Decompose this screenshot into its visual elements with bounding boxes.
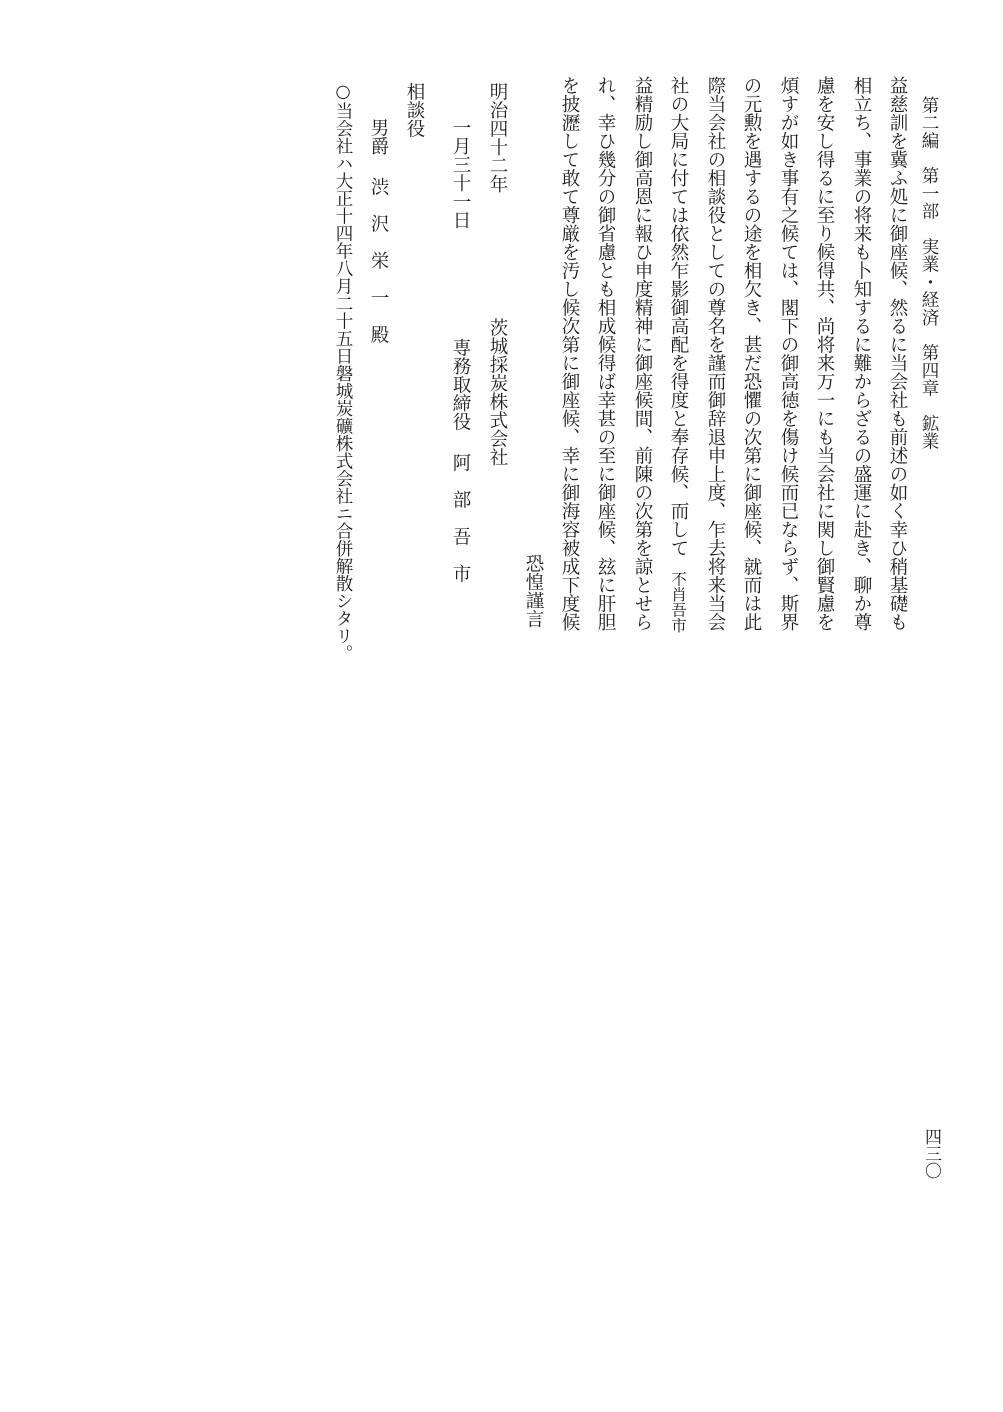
sender-title: 専務取締役 bbox=[450, 338, 471, 431]
body-line-2: 相立ち、事業の将来も卜知するに難からざるの盛運に赴き、聊か尊 bbox=[851, 76, 872, 631]
body-line-5: の元勲を遇するの途を相欠き、甚だ恐懼の次第に御座候、就而は此 bbox=[741, 76, 762, 631]
body-line-3: 慮を安し得るに至り候得共、尚将来万一にも当会社に関し御賢慮を bbox=[814, 76, 835, 631]
page-header: 第二編 第一部 実業・経済 第四章 鉱業 bbox=[919, 96, 939, 450]
body-line-10: を披瀝して敢て尊厳を汚し候次第に御座候、幸に御海容被成下度候 bbox=[559, 76, 580, 631]
date-month-day: 一月三十一日 bbox=[450, 118, 471, 229]
recipient-block bbox=[365, 118, 387, 344]
sender-name: 阿 部 吾 市 bbox=[450, 452, 471, 582]
body-line-7-note: 不肖吾市 bbox=[669, 571, 687, 633]
recipient-role: 相談役 bbox=[404, 82, 425, 138]
sender-company: 茨城採炭株式会社 bbox=[487, 318, 508, 466]
page-number: 四三〇 bbox=[921, 1128, 941, 1179]
date-year: 明治四十二年 bbox=[487, 82, 508, 193]
body-line-6: 際当会社の相談役としての尊名を謹而御辞退申上度、乍去将来当会 bbox=[705, 76, 726, 631]
body-line-8: 益精励し御高恩に報ひ申度精神に御座候間、前陳の次第を諒とせら bbox=[632, 76, 653, 631]
body-line-1: 益慈訓を冀ふ処に御座候、然るに当会社も前述の如く幸ひ稍基礎も bbox=[887, 76, 908, 631]
body-line-7-text: 社の大局に付ては依然乍影御高配を得度と奉存候、而して bbox=[668, 76, 689, 557]
recipient-name: 渋 沢 栄 一 殿 bbox=[368, 177, 389, 344]
footnote: ○当会社ハ大正十四年八月二十五日磐城炭礦株式会社ニ合併解散シタリ。 bbox=[333, 82, 353, 662]
recipient-title: 男爵 bbox=[368, 118, 389, 155]
sender-block bbox=[447, 338, 469, 582]
body-line-7 bbox=[665, 76, 687, 633]
body-line-9: れ、幸ひ幾分の御省慮とも相成候得ば幸甚の至に御座候、玆に肝胆 bbox=[595, 76, 616, 631]
body-line-4: 煩すが如き事有之候ては、閣下の御高徳を傷け候而已ならず、斯界 bbox=[778, 76, 799, 631]
closing: 恐惶謹言 bbox=[523, 554, 544, 628]
